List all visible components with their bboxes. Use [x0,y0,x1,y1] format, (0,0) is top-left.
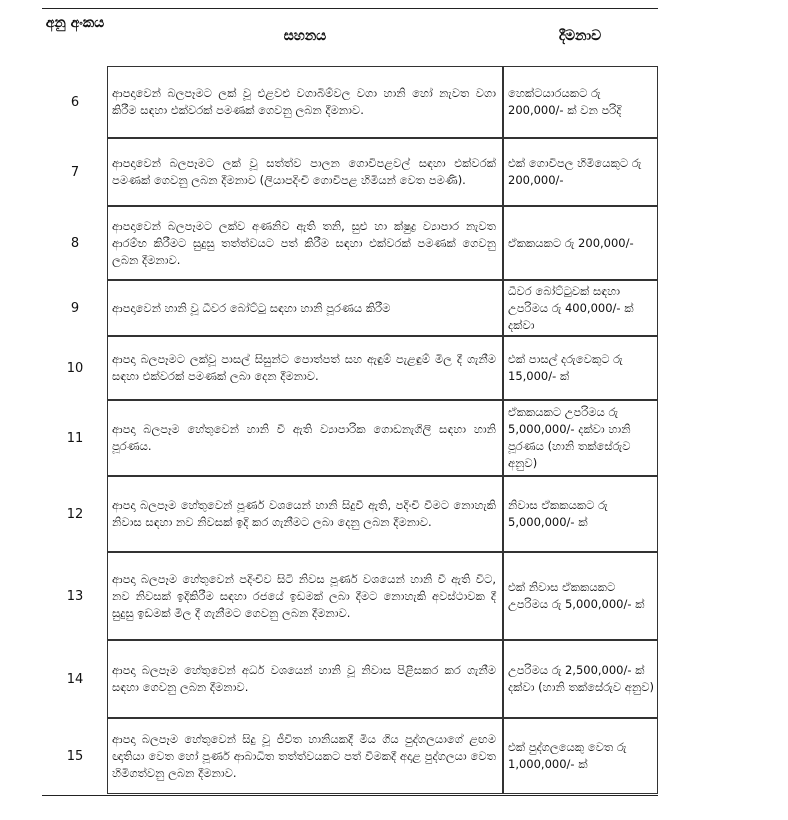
row-number: 10 [66,360,84,376]
row-description: ආපදාවෙන් හානි වූ ධීවර බෝට්ටු සඳහා හානි පූරණය කිරීම [112,300,391,315]
row-description: ආපදා බලපෑම හේතුවෙන් අර්ධ වශයෙන් හානි වූ නිවාස පිළිසකර කර ගැනීම සඳහා ගෙවනු ලබන දීමනාව. [112,663,496,694]
row-amount: උපරිමය රු 2,500,000/- ක් දක්වා (හානි තක්සේරුව අනුව) [508,663,654,694]
row-description: ආපදාවෙන් බලපෑමට ලක්ව අණනිව ඇති තනි, සුළු හා ක්ෂුද්‍ර ව්‍යාපාර නැවත ආරම්භ කිරීමට සුදුසු තත්ත්වයට පත් කිරීම සඳහා එක්වරක් පමණක් ගෙවනු ලබන දීමනාව. [112,218,496,267]
table-row [42,476,658,552]
table-row [42,400,658,476]
row-amount: හෙක්ටයාරයකට රු 200,000/- ක් වන පරිදි [508,86,622,117]
table-row [42,336,658,400]
table-row [42,718,658,794]
row-number: 13 [66,588,84,604]
row-amount: එක් ගොවිපල හිමියෙකුට රු 200,000/- [508,156,642,187]
row-number: 7 [70,164,80,180]
row-number: 6 [70,94,80,110]
top-rule [42,8,658,9]
table-row [42,552,658,640]
row-amount: ධීවර බෝට්ටුවක් සඳහා උපරිමය රු 400,000/- ක් දක්වා [508,283,634,332]
row-amount: ඒකකයකට රු 200,000/- [508,235,634,250]
row-amount: එක් පාසල් දරුවෙකුට රු 15,000/- ක් [508,352,623,383]
row-description: ආපදාවෙන් බලපෑමට ලක් වූ සත්ත්ව පාලන ගොවිපළවල් සඳහා එක්වරක් පමණක් ගෙවනු ලබන දීමනාව (ලියාපදිංචි ගොවිපළ හිමියන් වෙත පමණි). [112,156,496,187]
row-description: ආපදා බලපෑම හේතුවෙන් හානි වී ඇති ව්‍යාපාරික ගොඩනැගිලි සඳහා හානි පූරණය. [112,422,496,453]
row-number: 15 [66,748,84,764]
table-row [42,206,658,280]
bottom-rule [42,795,658,796]
header-description: සහනය [283,28,327,44]
row-amount: ඒකකයකට උපරිමය රු 5,000,000/- දක්වා හානි පූරණය (හානි තක්සේරුව අනුව) [508,405,631,470]
table-row [42,280,658,336]
row-number: 12 [66,506,84,522]
row-amount: එක් නිවාස ඒකකයකට උපරිමය රු 5,000,000/- ක් [508,580,645,611]
row-number: 11 [66,430,84,446]
row-number: 8 [70,235,80,251]
row-amount: නිවාස ඒකකයකට රු 5,000,000/- ක් [508,498,608,529]
table-row [42,640,658,718]
row-amount: එක් පුද්ගලයෙකු වෙත රු 1,000,000/- ක් [508,740,627,771]
table-row [42,66,658,138]
row-description: ආපදා බලපෑම හේතුවෙන් සිදු වූ ජීවිත හානියකදී මිය ගිය පුද්ගලයාගේ ළඟම ඥාතියා වෙත හෝ පූර්ණ ආබාධිත තත්ත්වයකට පත් වීමකදී අදාළ පුද්ගලයා වෙත හිමිගත්වනු ලබන දීමනාව. [112,731,496,780]
row-number: 14 [66,671,84,687]
header-number: අනු අංකය [45,15,105,31]
row-number: 9 [70,300,80,316]
table-row [42,138,658,206]
row-description: ආපදා බලපෑමට ලක්වූ පාසල් සිසුන්ට පොත්පත් සහ ඇඳුම් පැළඳුම් මිල දී ගැනීම සඳහා එක්වරක් පමණක් ලබා දෙන දීමනාව. [112,352,496,383]
header-amount: දීමනාව [558,28,602,44]
row-description: ආපදා බලපෑම හේතුවෙන් පූර්ණ වශයෙන් හානි සිදුවී ඇති, පදිංචි වීමට නොහැකි නිවාස සඳහා නව නිවසක් ඉදි කර ගැනීමට ලබා දෙනු ලබන දීමනාව. [112,498,496,529]
row-description: ආපදා බලපෑම හේතුවෙන් පදිංචිව සිටි නිවස පූර්ණ වශයෙන් හානි වී ඇති විට, නව නිවසක් ඉදිකිරීම සඳහා රජයේ ඉඩමක් ලබා දීමට නොහැකි අවස්ථාවක දී සුදුසු ඉඩමක් මිල දී ගැනීමට ගෙවනු ලබන දීමනාව. [112,571,496,620]
table-header [42,10,658,66]
row-description: ආපදාවෙන් බලපෑමට ලක් වූ එළවළු වගාබිම්වල වගා හානි හෝ නැවත වගා කිරීම සඳහා එක්වරක් පමණක් ගෙවනු ලබන දීමනාව. [112,86,496,117]
